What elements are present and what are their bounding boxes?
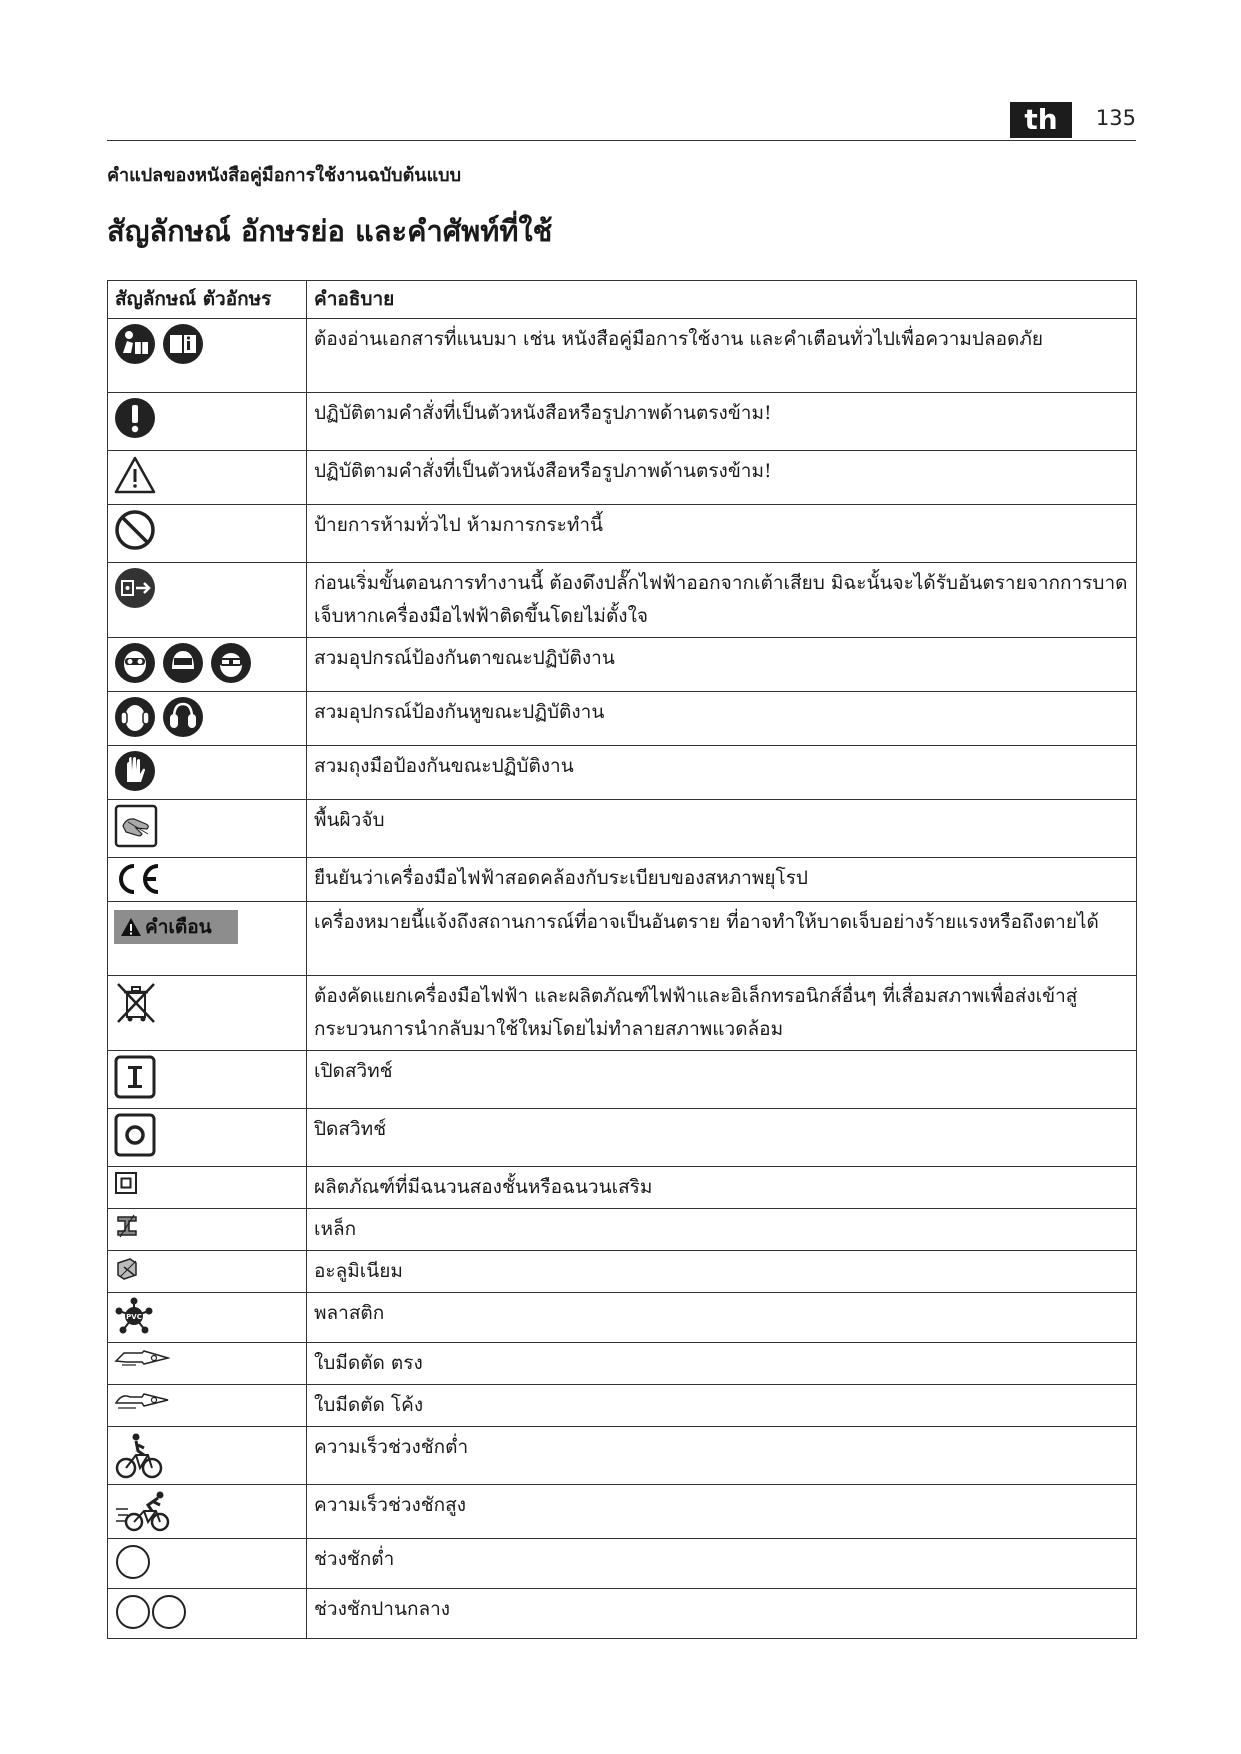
table-row [108,393,1137,451]
gloves-icon [114,750,156,792]
table-row [108,746,1137,800]
row-description: เปิดสวิทช์ [307,1051,1137,1109]
warning-triangle-icon [114,455,156,495]
warning-badge-text: คำเตือน [145,916,212,938]
row-description: พลาสติก [307,1293,1137,1343]
curved-blade-icon [114,1389,170,1411]
row-description: ป้ายการห้ามทั่วไป ห้ามการกระทำนี้ [307,505,1137,563]
page-header [107,100,1136,141]
single-circle-icon [114,1543,152,1581]
warning-badge-icon [114,910,238,944]
eye-protection-icon [162,642,204,684]
row-description: ใบมีดตัด ตรง [307,1343,1137,1385]
safety-goggles-icon [210,642,252,684]
table-row [108,1167,1137,1209]
switch-off-icon [114,1113,156,1157]
weee-bin-icon [114,980,158,1026]
warning-triangle-small-icon [120,917,142,937]
table-row [108,505,1137,563]
row-description: ช่วงชักต่ำ [307,1539,1137,1589]
header-symbol: สัญลักษณ์ ตัวอักษร [108,281,307,319]
table-row [108,319,1137,393]
steel-icon [114,1213,140,1239]
table-row [108,1209,1137,1251]
table-row [108,800,1137,858]
row-description: อะลูมิเนียม [307,1251,1137,1293]
table-row [108,976,1137,1051]
aluminium-icon [114,1255,140,1281]
table-row [108,858,1137,902]
table-row [108,451,1137,505]
table-row [108,1589,1137,1639]
prohibition-icon [114,509,156,551]
table-row [108,1485,1137,1539]
low-speed-bike-icon [114,1431,164,1479]
table-row [108,1051,1137,1109]
symbols-table [107,280,1137,1639]
switch-on-icon [114,1055,156,1099]
table-row [108,902,1137,976]
plastic-pvc-icon [114,1297,154,1335]
row-description: เครื่องหมายนี้แจ้งถึงสถานการณ์ที่อาจเป็นอันตราย ที่อาจทำให้บาดเจ็บอย่างร้ายแรงหรือถึงตายได้ [307,902,1137,976]
ear-protection-icon [114,696,156,738]
row-description: เหล็ก [307,1209,1137,1251]
mandatory-exclamation-icon [114,397,156,439]
row-description: ใบมีดตัด โค้ง [307,1385,1137,1427]
unplug-icon [114,567,156,609]
row-description: ก่อนเริ่มขั้นตอนการทำงานนี้ ต้องดึงปลั๊กไฟฟ้าออกจากเต้าเสียบ มิฉะนั้นจะได้รับอันตรายจากการบาดเจ็บหากเครื่องมือไฟฟ้าติดขึ้นโดยไม่ตั้งใจ [307,563,1137,638]
row-description: ช่วงชักปานกลาง [307,1589,1137,1639]
table-row [108,1385,1137,1427]
row-description: ปฏิบัติตามคำสั่งที่เป็นตัวหนังสือหรือรูปภาพด้านตรงข้าม! [307,393,1137,451]
row-description: ยืนยันว่าเครื่องมือไฟฟ้าสอดคล้องกับระเบียบของสหภาพยุโรป [307,858,1137,902]
section-subtitle: คำแปลของหนังสือคู่มือการใช้งานฉบับต้นแบบ [107,165,462,186]
row-description: สวมอุปกรณ์ป้องกันหูขณะปฏิบัติงาน [307,692,1137,746]
table-row [108,1109,1137,1167]
page-number: 135 [1095,106,1136,130]
straight-blade-icon [114,1347,170,1369]
row-description: สวมอุปกรณ์ป้องกันตาขณะปฏิบัติงาน [307,638,1137,692]
header-description: คำอธิบาย [307,281,1137,319]
table-row [108,1293,1137,1343]
read-manual-icon [114,323,156,365]
high-speed-bike-icon [114,1489,172,1533]
table-row [108,638,1137,692]
row-description: ปฏิบัติตามคำสั่งที่เป็นตัวหนังสือหรือรูปภาพด้านตรงข้าม! [307,451,1137,505]
svg-text:PVC: PVC [126,1313,142,1321]
row-description: ความเร็วช่วงชักต่ำ [307,1427,1137,1485]
ce-mark-icon [114,862,162,896]
face-shield-icon [114,642,156,684]
language-badge: th [1010,102,1072,138]
double-insulation-icon [114,1171,138,1195]
double-circle-icon [114,1593,188,1631]
table-row [108,1539,1137,1589]
row-description: สวมถุงมือป้องกันขณะปฏิบัติงาน [307,746,1137,800]
row-description: ผลิตภัณฑ์ที่มีฉนวนสองชั้นหรือฉนวนเสริม [307,1167,1137,1209]
row-description: ต้องคัดแยกเครื่องมือไฟฟ้า และผลิตภัณฑ์ไฟฟ้าและอิเล็กทรอนิกส์อื่นๆ ที่เสื่อมสภาพเพื่อส่งเข้าสู่กระบวนการนำกลับมาใช้ใหม่โดยไม่ทำลายสภาพแวดล้อม [307,976,1137,1051]
table-header-row [108,281,1137,319]
row-description: ปิดสวิทช์ [307,1109,1137,1167]
row-description: ความเร็วช่วงชักสูง [307,1485,1137,1539]
earmuffs-icon [162,696,204,738]
table-row [108,563,1137,638]
row-description: ต้องอ่านเอกสารที่แนบมา เช่น หนังสือคู่มือการใช้งาน และคำเตือนทั่วไปเพื่อความปลอดภัย [307,319,1137,393]
page-title: สัญลักษณ์ อักษรย่อ และคำศัพท์ที่ใช้ [107,214,553,248]
grip-surface-icon [114,804,158,848]
table-row [108,692,1137,746]
manual-info-icon [162,323,204,365]
table-row [108,1343,1137,1385]
table-row [108,1427,1137,1485]
table-row [108,1251,1137,1293]
row-description: พื้นผิวจับ [307,800,1137,858]
